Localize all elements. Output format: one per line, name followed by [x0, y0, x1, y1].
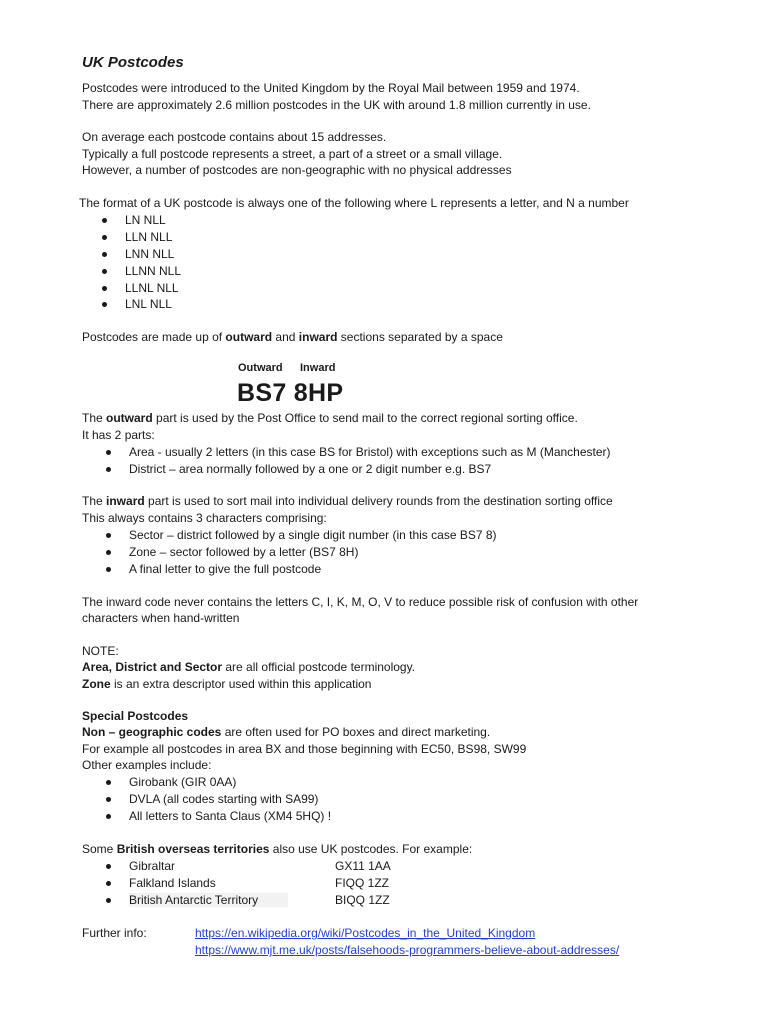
note-line-1: Area, District and Sector are all official postcode terminology.: [82, 660, 416, 674]
list-item: LNL NLL: [125, 296, 181, 313]
bullet-icon: [106, 881, 111, 886]
average-line-3: However, a number of postcodes are non-geographic with no physical addresses: [82, 163, 512, 177]
bullet-icon: [102, 269, 107, 274]
sections-line: Postcodes are made up of outward and inward sections separated by a space: [82, 330, 503, 344]
list-item: LLNN NLL: [125, 263, 181, 280]
inward-note-line-2: characters when hand-written: [82, 611, 240, 625]
inward-label: Inward: [300, 362, 336, 374]
format-intro: The format of a UK postcode is always one of the following where L represents a letter, and N a number: [79, 196, 629, 210]
list-item: [129, 875, 389, 892]
inward-note-line-1: The inward code never contains the letters C, I, K, M, O, V to reduce possible risk of confusion with other: [82, 595, 639, 609]
intro-line-1: Postcodes were introduced to the United Kingdom by the Royal Mail between 1959 and 1974.: [82, 81, 580, 95]
inward-parts-list: [129, 527, 497, 578]
bullet-icon: [106, 567, 111, 572]
bullet-icon: [106, 450, 111, 455]
special-line-1: Non – geographic codes are often used for PO boxes and direct marketing.: [82, 725, 491, 739]
intro-line-2: There are approximately 2.6 million postcodes in the UK with around 1.8 million currently in use.: [82, 98, 591, 112]
note-label: NOTE:: [82, 644, 119, 658]
example-postcode: BS7 8HP: [237, 379, 344, 407]
bullet-icon: [106, 797, 111, 802]
average-line-1: On average each postcode contains about 15 addresses.: [82, 130, 387, 144]
format-list: [125, 212, 181, 313]
further-info-label: Further info:: [82, 926, 147, 940]
list-item: A final letter to give the full postcode: [129, 561, 497, 578]
bullet-icon: [106, 780, 111, 785]
list-item: Sector – district followed by a single digit number (in this case BS7 8): [129, 527, 497, 544]
territory-name: Gibraltar: [129, 859, 176, 873]
list-item: All letters to Santa Claus (XM4 5HQ) !: [129, 808, 331, 825]
list-item: LLNL NLL: [125, 280, 181, 297]
special-line-3: Other examples include:: [82, 758, 212, 772]
territory-code: GX11 1AA: [335, 859, 391, 873]
list-item: District – area normally followed by a one or 2 digit number e.g. BS7: [129, 461, 611, 478]
bullet-icon: [102, 286, 107, 291]
bullet-icon: [106, 467, 111, 472]
overseas-list: [129, 858, 391, 909]
list-item: LLN NLL: [125, 229, 181, 246]
inward-parts-intro: This always contains 3 characters comprising:: [82, 511, 327, 525]
list-item: DVLA (all codes starting with SA99): [129, 791, 331, 808]
list-item: [129, 892, 390, 909]
territory-name: Falkland Islands: [129, 875, 216, 890]
special-examples-list: [129, 774, 331, 825]
territory-code: BIQQ 1ZZ: [335, 892, 390, 907]
list-item: Zone – sector followed by a letter (BS7 8H): [129, 544, 497, 561]
overseas-intro: Some British overseas territories also use UK postcodes. For example:: [82, 842, 473, 856]
special-heading: Special Postcodes: [82, 709, 189, 723]
special-line-2: For example all postcodes in area BX and those beginning with EC50, BS98, SW99: [82, 742, 527, 756]
list-item: Area - usually 2 letters (in this case BS for Bristol) with exceptions such as M (Manchester): [129, 444, 611, 461]
list-item: LNN NLL: [125, 246, 181, 263]
falsehoods-link[interactable]: https://www.mjt.me.uk/posts/falsehoods-programmers-believe-about-addresses/: [195, 943, 620, 957]
average-line-2: Typically a full postcode represents a street, a part of a street or a small village.: [82, 147, 503, 161]
inward-paragraph: The inward part is used to sort mail into individual delivery rounds from the destination sorting office: [82, 494, 613, 508]
list-item: [129, 858, 391, 875]
outward-paragraph: The outward part is used by the Post Office to send mail to the correct regional sorting office.: [82, 411, 578, 425]
bullet-icon: [102, 235, 107, 240]
territory-code: FIQQ 1ZZ: [335, 875, 389, 890]
list-item: LN NLL: [125, 212, 181, 229]
territory-name: British Antarctic Territory: [129, 893, 288, 907]
bullet-icon: [102, 302, 107, 307]
bullet-icon: [106, 898, 111, 903]
outward-label: Outward: [238, 362, 283, 374]
bullet-icon: [106, 550, 111, 555]
wikipedia-link[interactable]: https://en.wikipedia.org/wiki/Postcodes_in_the_United_Kingdom: [195, 926, 536, 940]
bullet-icon: [106, 864, 111, 869]
outward-parts-intro: It has 2 parts:: [82, 428, 155, 442]
bullet-icon: [102, 252, 107, 257]
note-line-2: Zone is an extra descriptor used within this application: [82, 677, 372, 691]
outward-parts-list: [129, 444, 611, 478]
bullet-icon: [106, 814, 111, 819]
bullet-icon: [102, 218, 107, 223]
page-title: UK Postcodes: [82, 54, 184, 71]
bullet-icon: [106, 533, 111, 538]
list-item: Girobank (GIR 0AA): [129, 774, 331, 791]
